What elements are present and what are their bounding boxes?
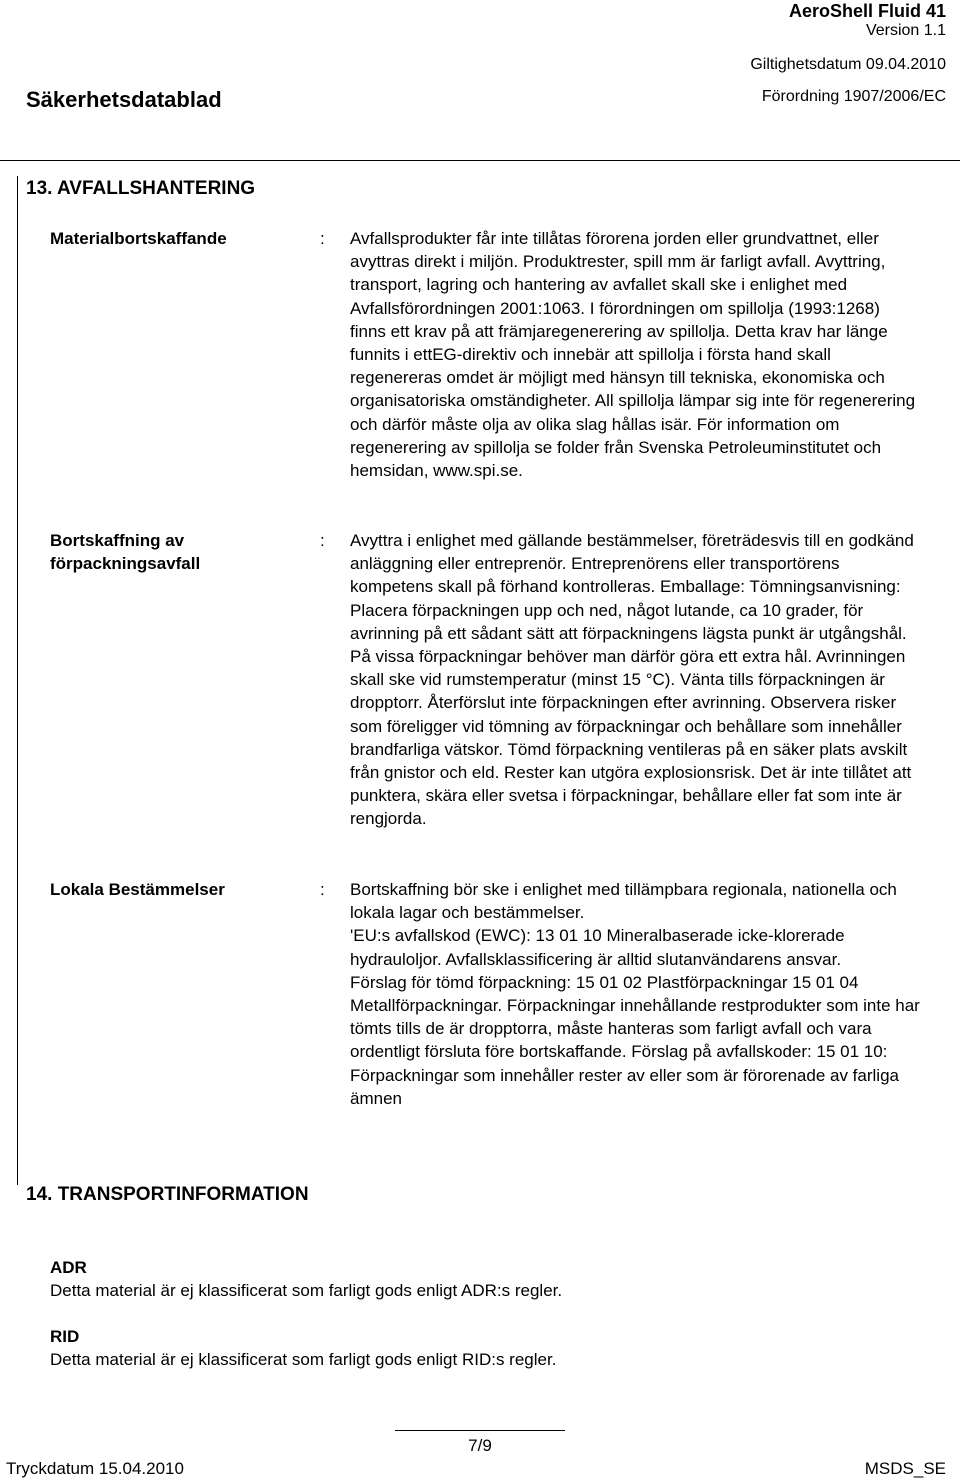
row-colon: : xyxy=(320,531,325,550)
print-date: Tryckdatum 15.04.2010 xyxy=(6,1459,184,1478)
product-name: AeroShell Fluid 41 xyxy=(788,1,946,21)
row-colon: : xyxy=(320,880,325,899)
footer-divider xyxy=(395,1430,565,1431)
row-value: Avyttra i enlighet med gällande bestämmelser, företrädesvis till en godkänd anläggning eller entreprenör. Entreprenörens eller transportörens kompetens skall på förhand kontrolleras. Emballage: Tömningsanvisning: Placera förpackningen upp och ned, något lutande, ca 10 grader, för avrinning på ett sådant sätt att förpackningens lägsta punkt är utgångshål. På vissa förpackningar behöver man därför göra ett extra hål. Avrinningen skall ske vid rumstemperatur (minst 15 °C). Vänta tills förpackningen är dropptorr. Återförslut inte förpackningen efter avrinning. Observera risker som föreligger vid tömning av förpackningar och behållare som innehåller brandfarliga vätskor. Tömd förpackning ventileras på en säker plats avskilt från gnistor och eld. Rester kan utgöra explosionsrisk. Det är inte tillåtet att punktera, skära eller svetsa i förpackningar, behållare eller fat som inte är rengjorda. xyxy=(350,531,914,829)
document-title: Säkerhetsdatablad xyxy=(26,87,222,112)
transport-text: Detta material är ej klassificerat som farligt gods enligt RID:s regler. xyxy=(50,1350,557,1370)
row-label: Lokala Bestämmelser xyxy=(50,880,225,899)
row-label: Bortskaffning av förpackningsavfall xyxy=(50,531,201,574)
row-colon: : xyxy=(320,229,325,248)
transport-label: RID xyxy=(50,1327,80,1346)
transport-adr xyxy=(50,1256,950,1302)
value-paragraph: 'EU:s avfallskod (EWC): 13 01 10 Mineralbaserade icke-klorerade hydrauloljor. Avfallsklassificering är alltid slutanvändarens ansvar. xyxy=(350,926,845,969)
transport-rid xyxy=(50,1325,950,1371)
transport-text: Detta material är ej klassificerat som farligt gods enligt ADR:s regler. xyxy=(50,1281,563,1301)
value-paragraph: Bortskaffning bör ske i enlighet med tillämpbara regionala, nationella och lokala lagar och bestämmelser. xyxy=(350,880,897,923)
section-13-heading: 13. AVFALLSHANTERING xyxy=(26,178,256,199)
value-paragraph: Förslag för tömd förpackning: 15 01 02 Plastförpackningar 15 01 04 Metallförpackningar. Förpackningar innehållande restprodukter som inte har tömts tills de är dropptorra, måste hanteras som farligt avfall och vara ordentligt försluta före bortskaffande. Förslag på avfallskoder: 15 01 10: Förpackningar som innehåller rester av eller som är förorenade av farliga ämnen xyxy=(350,972,920,1108)
row-value xyxy=(350,878,920,1110)
row-label: Materialbortskaffande xyxy=(50,229,227,248)
page-number: 7/9 xyxy=(468,1436,492,1455)
header-divider xyxy=(0,160,960,161)
section-14-heading: 14. TRANSPORTINFORMATION xyxy=(26,1184,309,1205)
margin-line xyxy=(17,176,18,1185)
version-label: Version 1.1 xyxy=(865,22,946,39)
document-code: MSDS_SE xyxy=(864,1459,946,1478)
validity-date: Giltighetsdatum 09.04.2010 xyxy=(750,56,946,73)
transport-label: ADR xyxy=(50,1258,87,1277)
row-value: Avfallsprodukter får inte tillåtas förorena jorden eller grundvattnet, eller avyttras direkt i miljön. Produktrester, spill mm är farligt avfall. Avyttring, transport, lagring och hantering av avfallet skall ske i enlighet med Avfallsförordningen 2001:1063. I förordningen om spillolja (1993:1268) finns ett krav på att främjaregenerering av spillolja. Detta krav har länge funnits i ettEG-direktiv och innebär att spillolja i första hand skall regenereras omdet är möjligt med hänsyn till tekniska, ekonomiska och organisatoriska omständigheter. All spillolja lämpar sig inte för regenerering och därför måste olja av olika slag hållas isär. För information om regenerering av spillolja se folder från Svenska Petroleuminstitutet och hemsidan, www.spi.se. xyxy=(350,229,916,481)
regulation-label: Förordning 1907/2006/EC xyxy=(761,88,946,105)
